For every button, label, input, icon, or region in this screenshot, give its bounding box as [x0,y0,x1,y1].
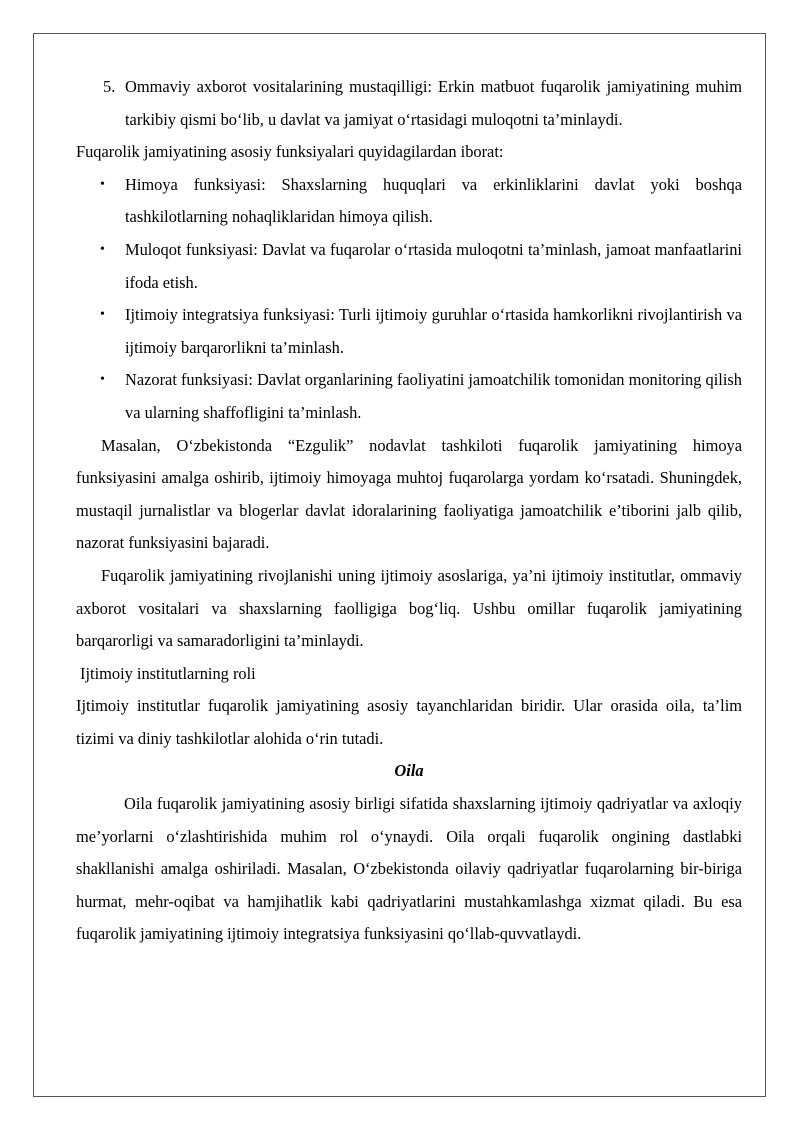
function-integration: • Ijtimoiy integratsiya funksiyasi: Turli ijtimoiy guruhlar o‘rtasida hamkorlikni rivojlantirish va ijtimoiy barqarorlikni ta’minlash. [76,299,742,364]
development-paragraph: Fuqarolik jamiyatining rivojlanishi uning ijtimoiy asoslariga, ya’ni ijtimoiy institutlar, ommaviy axborot vositalari va shaxslarning faolligiga bog‘liq. Ushbu omillar fuqarolik jamiyatining barqarorligi va samaradorligini ta’minlaydi. [76,565,742,651]
subsection-title: Oila [394,761,424,781]
list-item-text: Ommaviy axborot vositalarining mustaqilligi: Erkin matbuot fuqarolik jamiyatining muhim tarkibiy qismi bo‘lib, u davlat va jamiyat o‘rtasidagi muloqotni ta’minlaydi. [125,77,742,129]
functions-list [76,169,742,430]
function-protection: • Himoya funksiyasi: Shaxslarning huquqlari va erkinliklarini davlat yoki boshqa tashkilotlarning nohaqliklaridan himoya qilish. [76,169,742,234]
example-paragraph: Masalan, O‘zbekistonda “Ezgulik” nodavlat tashkiloti fuqarolik jamiyatining himoya funksiyasini amalga oshirib, ijtimoiy himoyaga muhtoj fuqarolarga yordam ko‘rsatadi. Shuningdek, mustaqil jurnalistlar va blogerlar davlat idoralarining faoliyatiga jamoatchilik e’tiborini jalb qilib, nazorat funksiyasini bajaradi. [76,435,742,553]
function-communication: • Muloqot funksiyasi: Davlat va fuqarolar o‘rtasida muloqotni ta’minlash, jamoat manfaatlarini ifoda etish. [76,234,742,299]
document-body [76,71,742,951]
list-item [76,71,742,136]
family-paragraph: Oila fuqarolik jamiyatining asosiy birligi sifatida shaxslarning ijtimoiy qadriyatlar va axloqiy me’yorlarni o‘zlashtirishida muhim rol o‘ynaydi. Oila orqali fuqarolik ongining dastlabki shakllanishi amalga oshiriladi. Masalan, O‘zbekistonda oilaviy qadriyatlar fuqarolarning bir-biriga hurmat, mehr-oqibat va hamjihatlik kabi qadriyatlarini mustahkamlashga xizmat qiladi. Bu esa fuqarolik jamiyatining ijtimoiy integratsiya funksiyasini qo‘llab-quvvatlaydi. [76,794,742,944]
numbered-list [76,71,742,136]
functions-intro: Fuqarolik jamiyatining asosiy funksiyalari quyidagilardan iborat: [76,142,504,162]
list-item-number: 5. [103,77,116,96]
section-heading: Ijtimoiy institutlarning roli [80,663,256,683]
function-control: • Nazorat funksiyasi: Davlat organlarining faoliyatini jamoatchilik tomonidan monitoring qilish va ularning shaffofligini ta’minlash. [76,364,742,429]
institutions-paragraph: Ijtimoiy institutlar fuqarolik jamiyatining asosiy tayanchlaridan biridir. Ular orasida oila, ta’lim tizimi va diniy tashkilotlar alohida o‘rin tutadi. [76,696,742,748]
